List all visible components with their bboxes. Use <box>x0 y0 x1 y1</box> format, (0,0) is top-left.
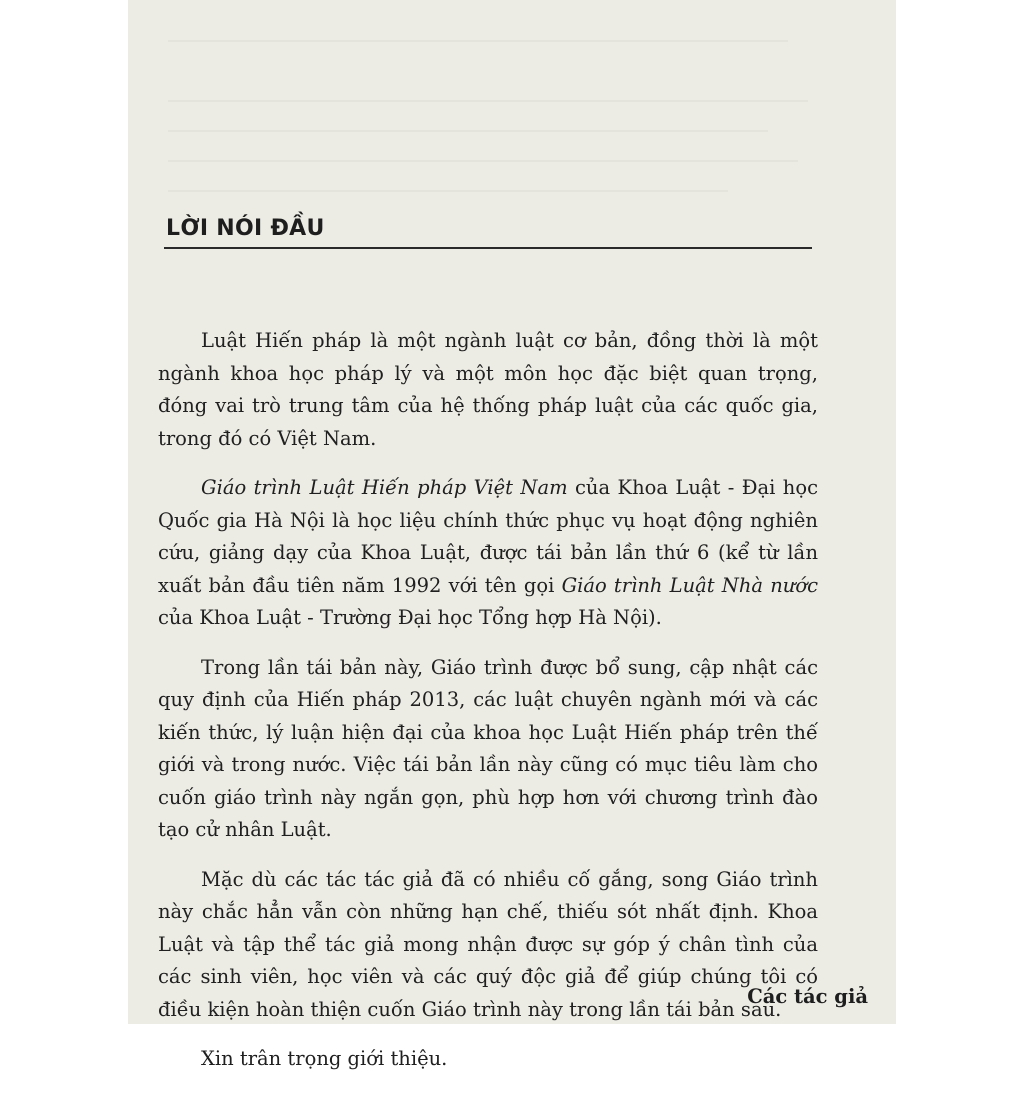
paragraph-4: Mặc dù các tác tác giả đã có nhiều cố gắng, song Giáo trình này chắc hẳn vẫn còn những hạn chế, thiếu sót nhất định. Khoa Luật và tập thể tác giả mong nhận được sự góp ý chân tình của các sinh viên, học viên và các quý độc giả để giúp chúng tôi có điều kiện hoàn thiện cuốn Giáo trình này trong lần tái bản sau. <box>158 867 818 1021</box>
book-title-italic: Giáo trình Luật Hiến pháp Việt Nam <box>201 476 568 499</box>
paragraph-1: Luật Hiến pháp là một ngành luật cơ bản, đồng thời là một ngành khoa học pháp lý và một môn học đặc biệt quan trọng, đóng vai trò trung tâm của hệ thống pháp luật của các quốc gia, trong đó có Việt Nam. <box>158 329 818 450</box>
page-title: LỜI NÓI ĐẦU <box>166 216 325 241</box>
preface-body <box>158 325 818 1093</box>
paragraph-2-text-b: của Khoa Luật - Trường Đại học Tổng hợp Hà Nội). <box>158 606 662 629</box>
paragraph-5: Xin trân trọng giới thiệu. <box>201 1047 448 1070</box>
book-page <box>128 0 896 1070</box>
paragraph-2 <box>158 472 818 635</box>
signature: Các tác giả <box>747 985 868 1008</box>
paragraph-3: Trong lần tái bản này, Giáo trình được bổ sung, cập nhật các quy định của Hiến pháp 2013, các luật chuyên ngành mới và các kiến thức, lý luận hiện đại của khoa học Luật Hiến pháp trên thế giới và trong nước. Việc tái bản lần này cũng có mục tiêu làm cho cuốn giáo trình này ngắn gọn, phù hợp hơn với chương trình đào tạo cử nhân Luật. <box>158 655 818 841</box>
title-underline <box>164 247 812 249</box>
paragraph-2-text-a: của Khoa Luật - Đại học Quốc gia Hà Nội là học liệu chính thức phục vụ hoạt động nghiên cứu, giảng dạy của Khoa Luật, được tái bản lần thứ 6 (kể từ lần xuất bản đầu tiên năm 1992 với tên gọi <box>158 476 818 597</box>
old-book-title-italic: Giáo trình Luật Nhà nước <box>561 573 819 597</box>
